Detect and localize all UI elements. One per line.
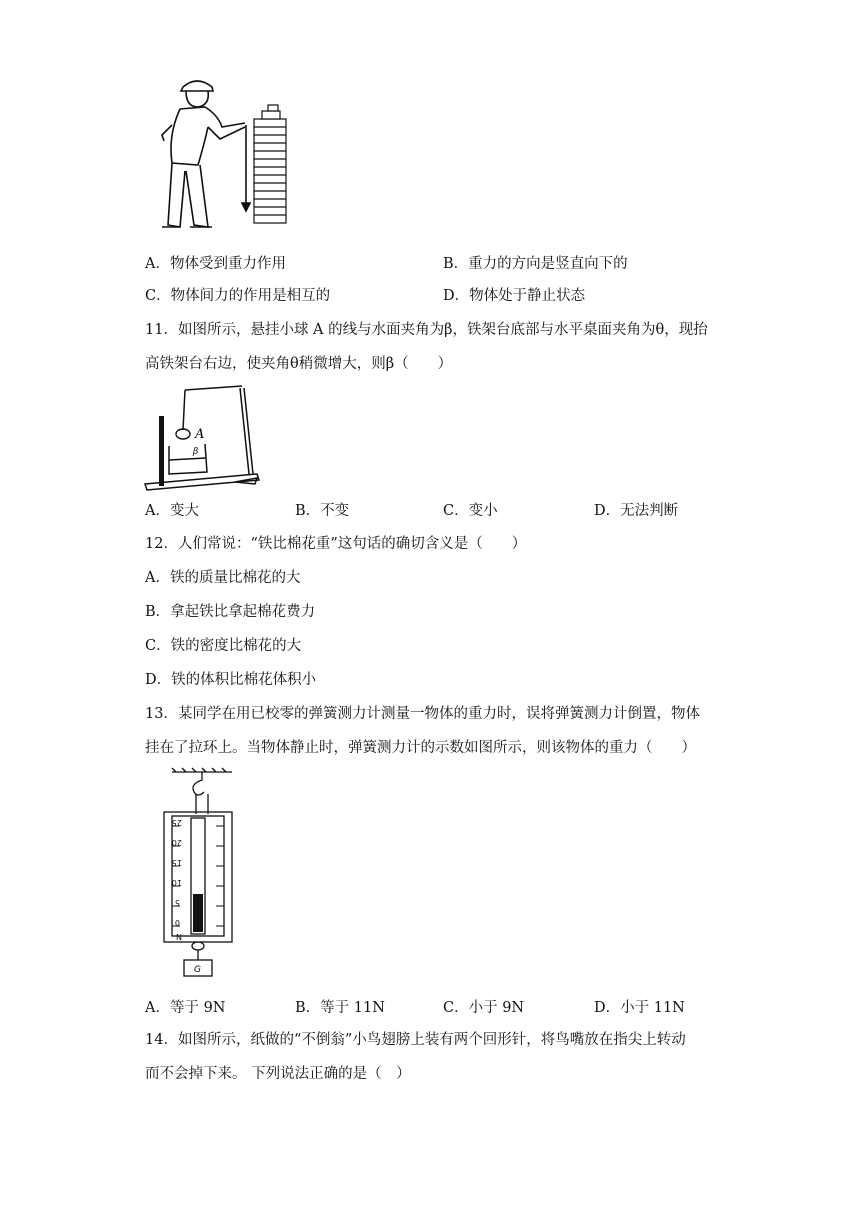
q12-stem: 12．人们常说：“铁比棉花重”这句话的确切含义是（ ） xyxy=(145,536,527,552)
q10-option-c: C．物体间力的作用是相互的 xyxy=(145,288,331,304)
q11-option-c: C．变小 xyxy=(443,503,498,519)
scale-label-25: 25 xyxy=(171,818,182,827)
spring-scale-figure xyxy=(162,766,252,986)
scale-label-20: 20 xyxy=(171,838,182,847)
q10-option-d: D．物体处于静止状态 xyxy=(443,288,586,304)
q12-option-c: C．铁的密度比棉花的大 xyxy=(145,638,302,654)
scale-unit-n: N xyxy=(176,933,182,942)
scale-label-10: 10 xyxy=(171,878,182,887)
q12-option-a: A．铁的质量比棉花的大 xyxy=(145,570,301,586)
q11-stem-line2: 高铁架台右边，使夹角θ稍微增大，则β（ ） xyxy=(145,356,453,372)
scale-label-15: 15 xyxy=(171,858,182,867)
iron-stand-figure xyxy=(145,378,275,493)
q11-option-d: D．无法判断 xyxy=(594,503,679,519)
q14-stem-line2: 而不会掉下来。 下列说法正确的是（ ） xyxy=(145,1066,411,1082)
q13-stem-line2: 挂在了拉环上。当物体静止时，弹簧测力计的示数如图所示，则该物体的重力（ ） xyxy=(145,740,696,756)
weight-label-g: G xyxy=(194,965,201,975)
q11-option-b: B．不变 xyxy=(295,503,350,519)
worker-plumb-line-figure xyxy=(150,75,300,235)
q11-stem-line1: 11．如图所示，悬挂小球 A 的线与水面夹角为β，铁架台底部与水平桌面夹角为θ，现抬 xyxy=(145,322,708,338)
q12-option-d: D．铁的体积比棉花体积小 xyxy=(145,672,317,688)
q13-option-d: D．小于 11N xyxy=(594,1000,685,1016)
q14-stem-line1: 14．如图所示，纸做的“不倒翁”小鸟翅膀上装有两个回形针，将鸟嘴放在指尖上转动 xyxy=(145,1032,686,1048)
scale-label-0: 0 xyxy=(174,918,180,927)
figure-label-a: A xyxy=(195,427,205,442)
q11-option-a: A．变大 xyxy=(145,503,199,519)
figure-label-beta: β xyxy=(193,447,199,457)
q10-option-a: A．物体受到重力作用 xyxy=(145,256,286,272)
q13-stem-line1: 13．某同学在用已校零的弹簧测力计测量一物体的重力时，误将弹簧测力计倒置，物体 xyxy=(145,706,700,722)
scale-label-5: 5 xyxy=(174,898,180,907)
q13-option-c: C．小于 9N xyxy=(443,1000,525,1016)
q10-option-b: B．重力的方向是竖直向下的 xyxy=(443,256,628,272)
q13-option-a: A．等于 9N xyxy=(145,1000,226,1016)
q12-option-b: B．拿起铁比拿起棉花费力 xyxy=(145,604,316,620)
q13-option-b: B．等于 11N xyxy=(295,1000,385,1016)
